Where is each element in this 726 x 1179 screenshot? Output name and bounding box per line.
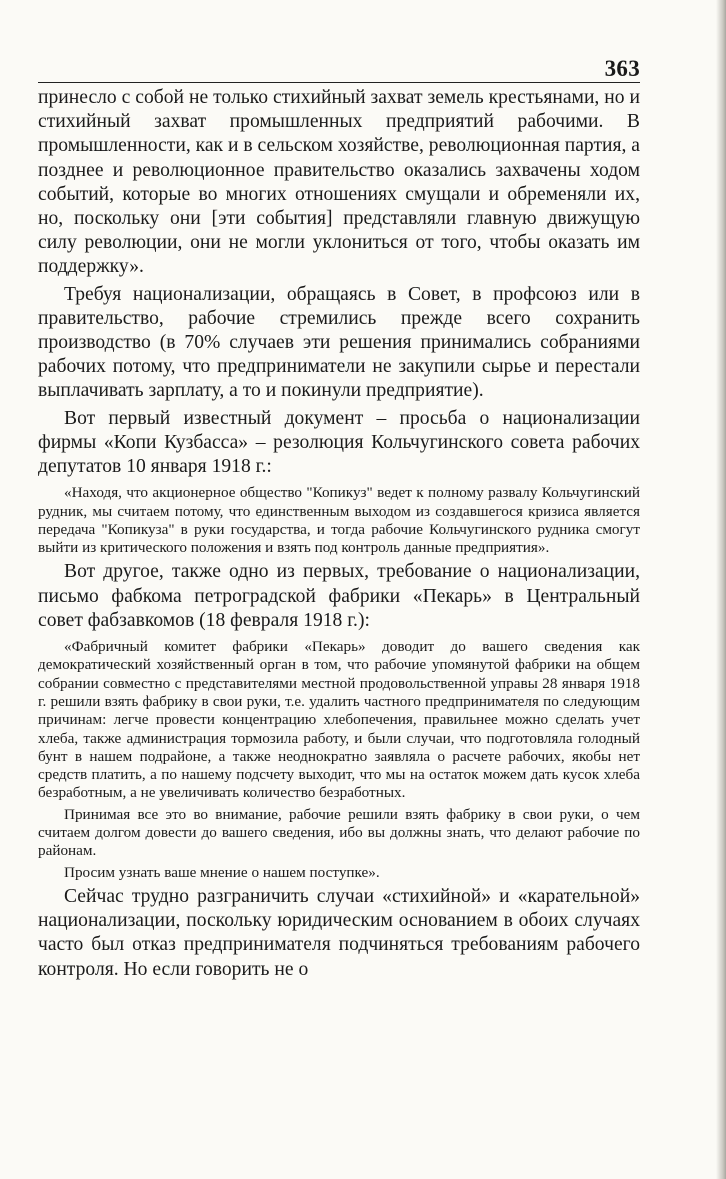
quote-pekar-decision: Принимая все это во внимание, рабочие решили взять фабрику в свои руки, о чем считаем долгом довести до вашего сведения, ибо вы должны знать, что делают рабочие по районам.: [38, 805, 640, 860]
paragraph-continuation: принесло с собой не только стихийный захват земель крестьянами, но и стихийный захват промышленных предприятий рабочими. В промышленности, как и в сельском хозяйстве, революционная партия, а позднее и революционное правительство оказались захвачены ходом событий, которые во многих отношениях смущали и обременяли их, но, поскольку они [эти события] представляли главную движущую силу революции, они не могли уклониться от того, чтобы оказать им поддержку».: [38, 87, 640, 278]
paragraph-first-document-intro: Вот первый известный документ – просьба о национализации фирмы «Копи Кузбасса» – резолюция Кольчугинского совета рабочих депутатов 10 января 1918 г.:: [38, 407, 640, 478]
paragraph-nationalization-types: Сейчас трудно разграничить случаи «стихийной» и «карательной» национализации, поскольку юридическим основанием в обоих случаях часто был отказ предпринимателя подчиняться требованиям рабочего контроля. Но если говорить не о: [38, 885, 640, 980]
running-header: [38, 56, 640, 83]
quote-pekar-request: Просим узнать ваше мнение о нашем поступке».: [64, 863, 380, 881]
paragraph-nationalization-demands: Требуя национализации, обращаясь в Совет, в профсоюз или в правительство, рабочие стремились прежде всего сохранить производство (в 70% случаев эти решения принимались собраниями рабочих потому, что предприниматели не закупили сырье и перестали выплачивать зарплату, а то и покинули предприятие).: [38, 283, 640, 402]
quote-kolchugino-resolution: «Находя, что акционерное общество "Копикуз" ведет к полному развалу Кольчугинский рудник, мы считаем потому, что единственным выходом из создавшегося кризиса является передача "Копикуза" в руки государства, и тогда рабочие Кольчугинского рудника смогут выйти из критического положения и взять под контроль данные предприятия».: [38, 484, 640, 557]
page-body: [38, 86, 640, 982]
quote-pekar-factory-letter: «Фабричный комитет фабрики «Пекарь» доводит до вашего сведения как демократический хозяйственный орган в том, что рабочие упомянутой фабрики на общем собрании совместно с представителями местной продовольственной управы 28 января 1918 г. решили взять фабрику в свои руки, т.е. удалить частного предпринимателя по следующим причинам: легче провести концентрацию хлебопечения, правильнее можно сделать учет хлеба, также администрация тормозила работу, и были случаи, что подготовляла голодный бунт в нашем подрайоне, а также неоднократно заявляла о расчете рабочих, якобы нет средств платить, а по нашему подсчету выходит, что мы на остаток можем дать кусок хлеба безработным, а не увеличивать количество безработных.: [38, 638, 640, 802]
page-number: 363: [604, 56, 640, 81]
paragraph-second-document-intro: Вот другое, также одно из первых, требование о национализации, письмо фабкома петроградской фабрики «Пекарь» в Центральный совет фабзавкомов (18 февраля 1918 г.):: [38, 561, 640, 631]
page-edge-shadow: [716, 0, 726, 1179]
